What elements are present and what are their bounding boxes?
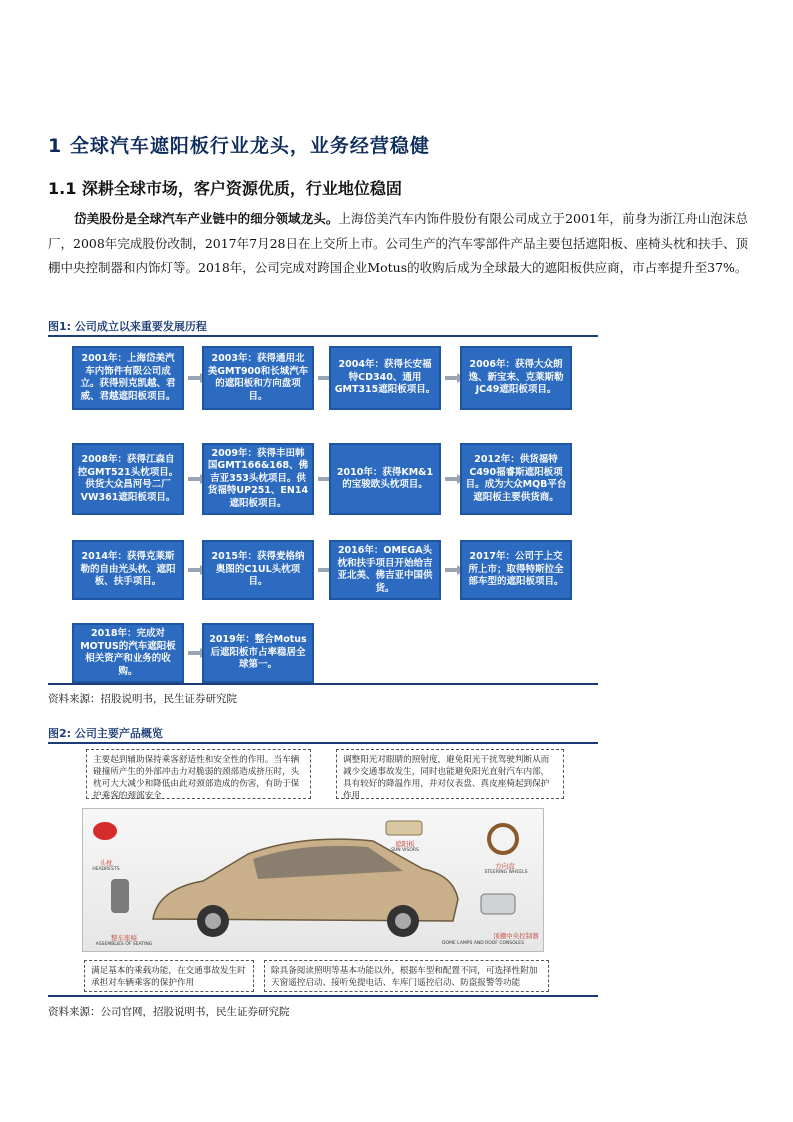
milestone-box: 2008年：获得江森自控GMT521头枕项目。供货大众昌河号二厂VW361遮阳板项目。	[72, 443, 184, 515]
seat-label: 整车座椅	[111, 934, 137, 942]
figure2-source: 资料来源：公司官网，招股说明书，民生证券研究院	[48, 1006, 290, 1018]
milestone-box: 2012年：供货福特C490福睿斯遮阳板项目。成为大众MQB平台遮阳板主要供货商。	[460, 443, 572, 515]
figure2-bottom-rule	[48, 995, 598, 997]
roof-console-icon	[481, 894, 515, 914]
milestone-box: 2001年：上海岱美汽车内饰件有限公司成立。获得别克凯越、君威、君越遮阳板项目。	[72, 346, 184, 410]
sunvisor-label-en: SUN VISORS	[391, 848, 419, 853]
milestone-box: 2019年：整合Motus后遮阳板市占率稳居全球第一。	[202, 623, 314, 683]
figure2-title: 图2: 公司主要产品概览	[48, 727, 163, 740]
seat-note: 满足基本的乘载功能，在交通事故发生时承担对车辆乘客的保护作用	[84, 960, 254, 992]
seat-label-en: ASSEMBLIES OF SEATING	[95, 942, 153, 947]
timeline-diagram	[48, 338, 598, 683]
figure1-bottom-rule	[48, 683, 598, 685]
sunvisor-icon	[386, 821, 422, 835]
milestone-box: 2006年：获得大众朗逸、新宝来、克莱斯勒JC49遮阳板项目。	[460, 346, 572, 410]
console-label-en: DOME LAMPS AND ROOF CONSOLES	[442, 941, 524, 946]
intro-text: 上海岱美汽车内饰件股份有限公司成立于2001年，前身为浙江舟山泡沫总厂，2008年完成股份改制，2017年7月28日在上交所上市。公司生产的汽车零部件产品主要包括遮阳板、座椅头枕和扶手、顶棚中央控制器和内饰灯等。2018年，公司完成对跨国企业Motus的收购后成为全球最大的遮阳板供应商，市占率提升至37%。	[48, 211, 748, 275]
figure2-top-rule	[48, 742, 598, 744]
headrest-note: 主要起到辅助保持乘客舒适性和安全性的作用。当车辆碰撞所产生的外部冲击力对脆弱的颈部造成挤压时，头枕可大大减少和降低由此对颈部造成的伤害，有助于保护乘客的颈部安全	[86, 749, 311, 799]
section-heading: 1 全球汽车遮阳板行业龙头，业务经营稳健	[48, 135, 430, 157]
sunvisor-label: 遮阳板	[395, 840, 415, 848]
milestone-box: 2004年：获得长安福特CD340、通用GMT315遮阳板项目。	[329, 346, 441, 410]
milestone-box: 2017年：公司于上交所上市；取得特斯拉全部车型的遮阳板项目。	[460, 540, 572, 600]
steering-wheel-icon	[489, 825, 517, 853]
product-photo	[82, 808, 544, 952]
headrest-label: 头枕	[99, 859, 113, 867]
console-label: 顶棚中央控制器	[493, 932, 539, 940]
seat-icon	[111, 879, 129, 913]
milestone-box: 2003年：获得通用北美GMT900和长城汽车的遮阳板和方向盘项目。	[202, 346, 314, 410]
figure1-source: 资料来源：招股说明书，民生证券研究院	[48, 693, 237, 705]
subsection-heading: 1.1 深耕全球市场，客户资源优质，行业地位稳固	[48, 179, 402, 198]
wheel-label-en: STEERING WHEELS	[484, 870, 528, 875]
milestone-box: 2015年：获得麦格纳奥图的C1UL头枕项目。	[202, 540, 314, 600]
car-illustration	[83, 809, 543, 951]
milestone-box: 2010年：获得KM&1的宝骏欧头枕项目。	[329, 443, 441, 515]
figure1-title: 图1: 公司成立以来重要发展历程	[48, 320, 207, 333]
milestone-box: 2009年：获得丰田韩国GMT166&168、佛吉亚353头枕项目。供货福特UP251、EN14遮阳板项目。	[202, 443, 314, 515]
intro-paragraph	[48, 207, 748, 281]
headrest-icon	[93, 822, 117, 840]
sunvisor-note: 调整阳光对眼睛的照射度，避免阳光干扰驾驶判断从而减少交通事故发生，同时也能避免阳光直射汽车内部，具有较好的降温作用，并对仪表盘、真皮座椅起到保护作用	[336, 749, 564, 799]
intro-bold: 岱美股份是全球汽车产业链中的细分领域龙头。	[74, 211, 339, 226]
headrest-label-en: HEADRESTS	[92, 867, 120, 872]
milestone-box: 2018年：完成对MOTUS的汽车遮阳板相关资产和业务的收购。	[72, 623, 184, 683]
milestone-box: 2016年：OMEGA头枕和扶手项目开始给吉亚北美、佛吉亚中国供货。	[329, 540, 441, 600]
figure1-top-rule	[48, 335, 598, 337]
console-note: 除具备阅读照明等基本功能以外，根据车型和配置不同，可选择性附加天窗遥控启动、接听免提电话、车库门遥控启动、防盗报警等功能	[264, 960, 549, 992]
milestone-box: 2014年：获得克莱斯勒的自由光头枕、遮阳板、扶手项目。	[72, 540, 184, 600]
wheel-label: 方向盘	[495, 862, 515, 870]
